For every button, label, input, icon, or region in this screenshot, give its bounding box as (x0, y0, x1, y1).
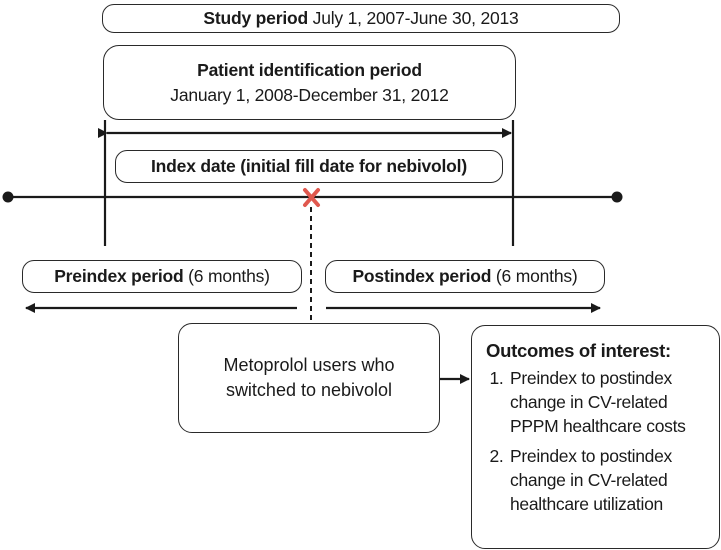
patient-identification-label: Patient identification period (197, 59, 422, 80)
patient-identification-box (103, 45, 516, 120)
postindex-period-label: Postindex period (352, 266, 492, 286)
outcome-item: 2. Preindex to postindex change in CV-related healthcare utilization (508, 444, 719, 516)
timeline-end-dot (612, 192, 623, 203)
cohort-line-2: switched to nebivolol (225, 380, 393, 400)
outcomes-box (471, 325, 720, 549)
index-date-label: Index date (initial fill date for nebivolol) (151, 156, 467, 176)
postindex-duration: (6 months) (495, 266, 578, 286)
study-period-range: July 1, 2007-June 30, 2013 (312, 8, 519, 28)
preindex-period-box (22, 260, 302, 293)
study-period-box (102, 4, 620, 33)
study-period-label: Study period (203, 8, 308, 28)
postindex-period-box (325, 260, 605, 293)
index-date-box (115, 150, 503, 183)
cohort-box (178, 323, 440, 433)
preindex-duration: (6 months) (188, 266, 270, 286)
timeline-start-dot (3, 192, 14, 203)
patient-identification-range: January 1, 2008-December 31, 2012 (170, 84, 449, 105)
preindex-period-label: Preindex period (54, 266, 184, 286)
cohort-line-1: Metoprolol users who (223, 355, 395, 375)
outcomes-list (486, 366, 719, 516)
outcomes-title: Outcomes of interest: (486, 340, 671, 361)
outcome-item: 1. Preindex to postindex change in CV-related PPPM healthcare costs (508, 366, 719, 438)
